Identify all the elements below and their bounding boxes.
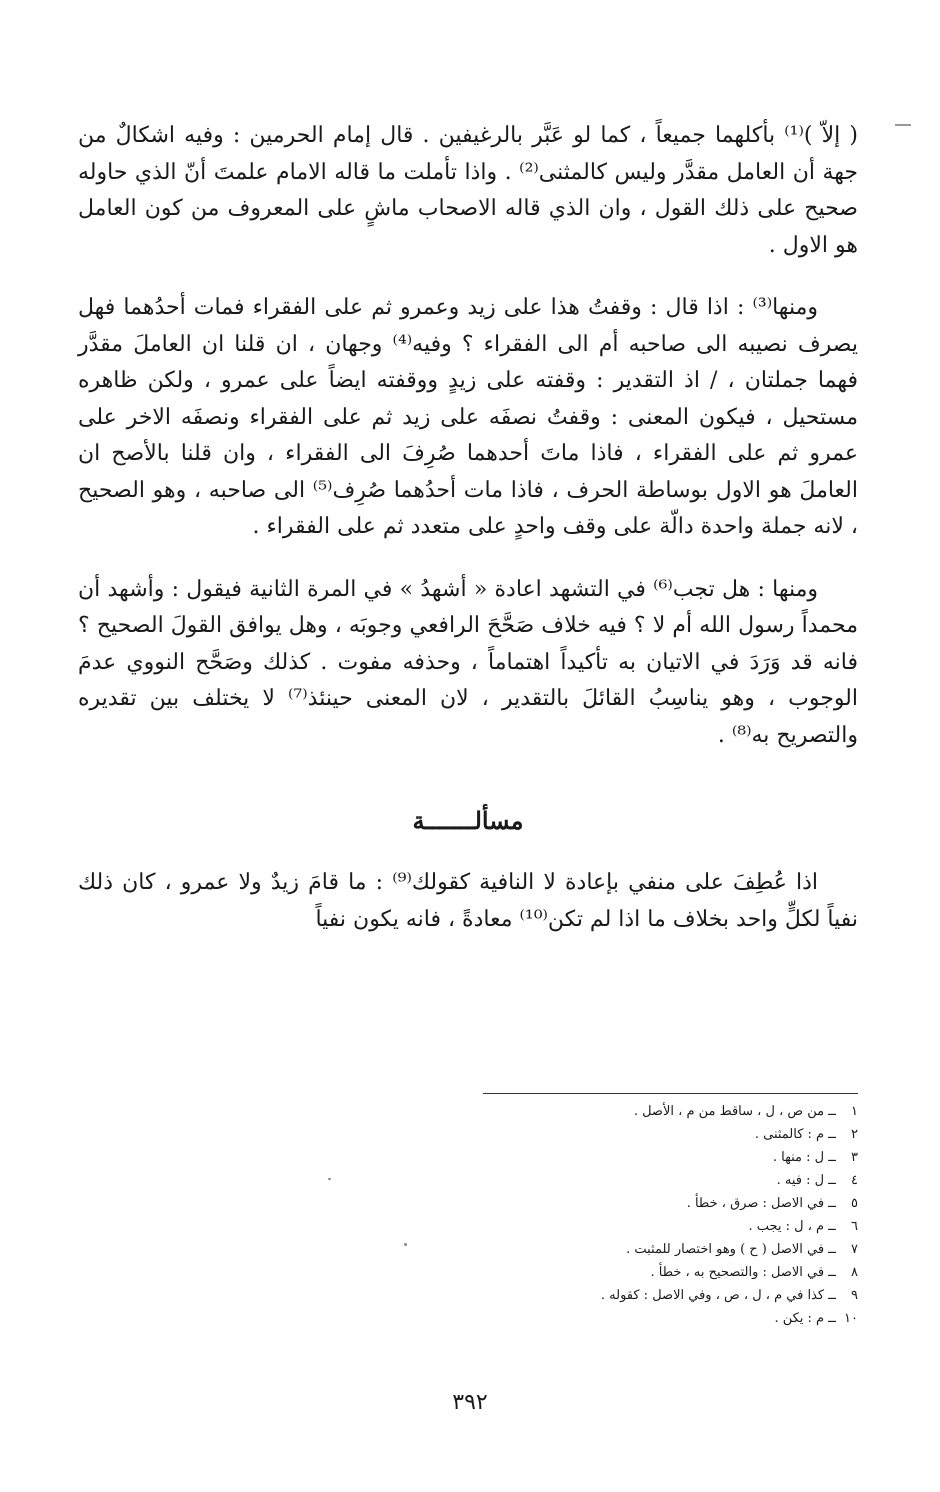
footnote-number: ١ bbox=[851, 1104, 858, 1119]
footnote bbox=[398, 1146, 858, 1169]
page-number: ٣٩٢ bbox=[452, 1390, 488, 1415]
footnote-number: ٦ bbox=[851, 1219, 858, 1234]
main-text bbox=[78, 118, 858, 964]
footnote-text: ــ م : كالمثنى . bbox=[754, 1127, 836, 1142]
footnote bbox=[398, 1123, 858, 1146]
footnote bbox=[398, 1284, 858, 1307]
paragraph-1: ( إلاّ )⁽¹⁾ بأكلهما جميعاً ، كما لو عَبَّر بالرغيفين . قال إمام الحرمين : وفيه اشكالٌ من جهة أن العامل مقدَّر وليس كالمثنى⁽²⁾ . واذا تأملت ما قاله الامام علمتَ أنّ الذي حاوله صحيح على ذلك القول ، وان الذي قاله الاصحاب ماشٍ على المعروف من كون العامل هو الاول . bbox=[78, 123, 859, 258]
footnote-number: ٤ bbox=[851, 1173, 858, 1188]
paragraph-3: ومنها : هل تجب⁽⁶⁾ في التشهد اعادة « أشهدُ » في المرة الثانية فيقول : وأشهد أن محمداً رسول الله أم لا ؟ فيه خلاف صَحَّحَ الرافعي وجوبَه ، وهل يوافق القولَ الصحيح ؟ فانه قد وَرَدَ في الاتيان به تأكيداً اهتماماً ، وحذفه مفوت . كذلك وصَحَّح النووي عدمَ الوجوب ، وهو يناسِبُ القائلَ بالتقدير ، لان المعنى حينئذ⁽⁷⁾ لا يختلف بين تقديره والتصريح به⁽⁸⁾ . bbox=[78, 576, 859, 748]
paragraph-2: ومنها⁽³⁾ : اذا قال : وقفتُ هذا على زيد وعمرو ثم على الفقراء فمات أحدُهما فهل يصرف نصيبه الى صاحبه أم الى الفقراء ؟ وفيه⁽⁴⁾ وجهان ، ان قلنا ان العاملَ مقدَّر فهما جملتان ، / اذ التقدير : وقفته على زيدٍ ووقفته ايضاً على عمرو ، ولكن ظاهره مستحيل ، فيكون المعنى : وقفتُ نصفَه على زيد ثم على الفقراء ونصفَه الاخر على عمرو ثم على الفقراء ، فاذا ماتَ أحدهما صُرِفَ الى الفقراء ، وان قلنا بالأصح ان العاملَ هو الاول بوساطة الحرف ، فاذا مات أحدُهما صُرِف⁽⁵⁾ الى صاحبه ، وهو الصحيح ، لانه جملة واحدة دالّة على وقف واحدٍ على متعدد ثم على الفقراء . bbox=[78, 295, 858, 539]
scan-speck bbox=[328, 1178, 331, 1180]
footnote-text: ــ في الاصل : صرق ، خطأ . bbox=[686, 1196, 836, 1211]
footnote-text: ــ من ص ، ل ، ساقط من م ، الأصل . bbox=[633, 1104, 836, 1119]
margin-mark bbox=[895, 124, 911, 126]
footnote-number: ٣ bbox=[851, 1150, 858, 1165]
footnote bbox=[398, 1192, 858, 1215]
footnote bbox=[398, 1215, 858, 1238]
footnote-text: ــ ل : فيه . bbox=[776, 1173, 836, 1188]
footnote-text: ــ كذا في م ، ل ، ص ، وفي الاصل : كقوله . bbox=[600, 1288, 836, 1303]
footnote-separator bbox=[483, 1093, 858, 1094]
footnote-text: ــ في الاصل ( ح ) وهو اختصار للمثبت . bbox=[626, 1242, 836, 1257]
footnote-number: ٨ bbox=[851, 1265, 858, 1280]
footnote-text: ــ م ، ل : يجب . bbox=[748, 1219, 836, 1234]
footnote-number: ١٠ bbox=[844, 1311, 858, 1326]
footnote bbox=[398, 1261, 858, 1284]
footnote bbox=[398, 1307, 858, 1330]
footnote-number: ٧ bbox=[851, 1242, 858, 1257]
footnote-text: ــ ل : منها . bbox=[772, 1150, 836, 1165]
footnote-number: ٩ bbox=[851, 1288, 858, 1303]
footnote-text: ــ في الاصل : والتصحيح به ، خطأ . bbox=[650, 1265, 836, 1280]
footnote-number: ٢ bbox=[851, 1127, 858, 1142]
section-title: مسألـــــــة bbox=[412, 806, 524, 835]
footnote bbox=[398, 1169, 858, 1192]
footnotes bbox=[398, 1100, 858, 1330]
scan-speck bbox=[404, 1243, 407, 1246]
footnote bbox=[398, 1238, 858, 1261]
footnote-text: ــ م : يكن . bbox=[774, 1311, 836, 1326]
footnote-number: ٥ bbox=[851, 1196, 858, 1211]
footnote bbox=[398, 1100, 858, 1123]
section-paragraph: اذا عُطِفَ على منفي بإعادة لا النافية كقولك⁽⁹⁾ : ما قامَ زيدٌ ولا عمرو ، كان ذلك نفياً لكلٍّ واحد بخلاف ما اذا لم تكن⁽¹⁰⁾ معادةً ، فانه يكون نفياً bbox=[78, 870, 858, 932]
